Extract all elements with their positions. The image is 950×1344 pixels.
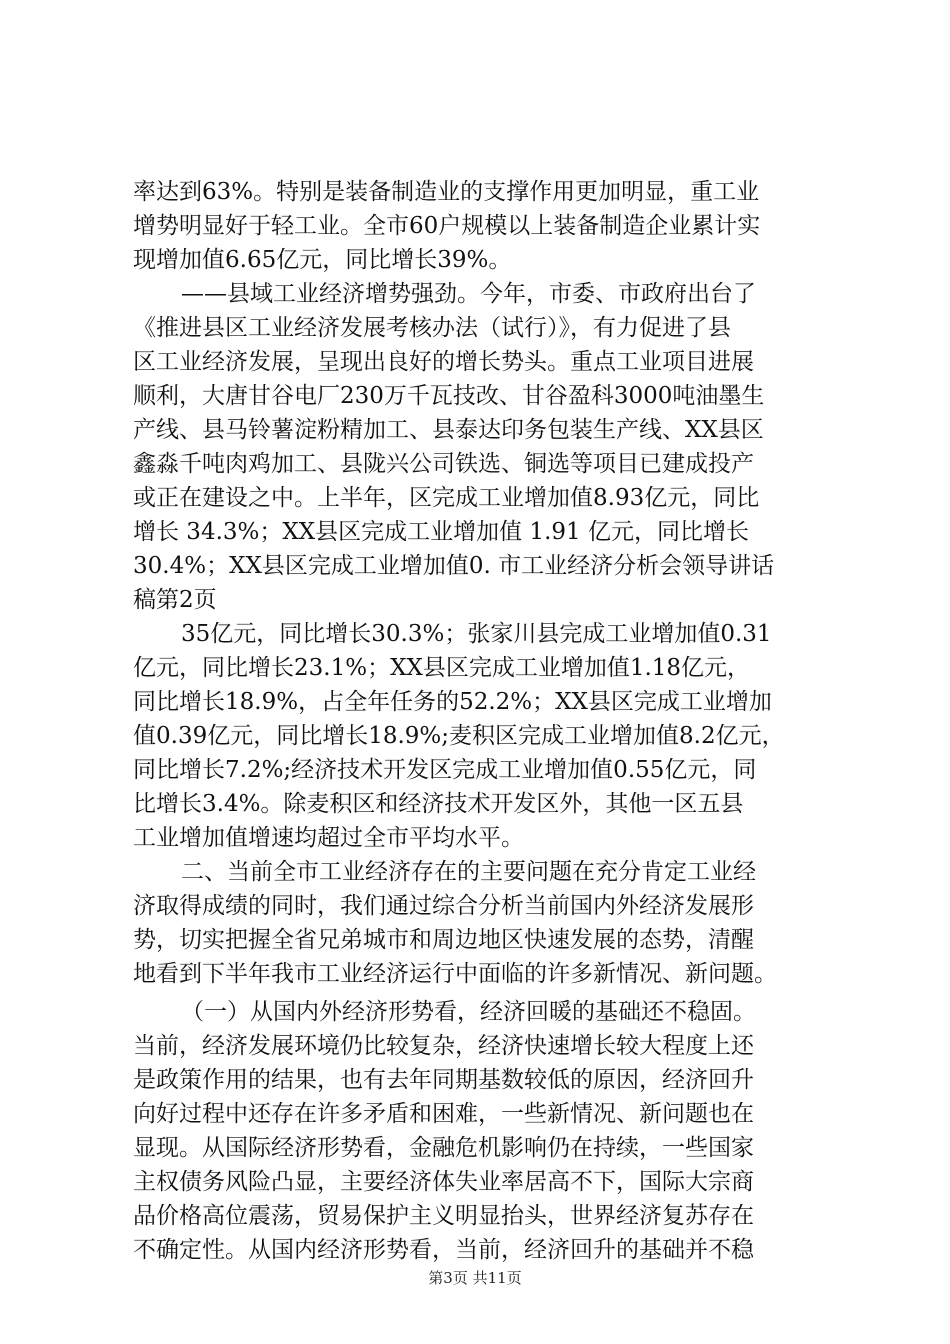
text-line: 是政策作用的结果，也有去年同期基数较低的原因，经济回升 (133, 1067, 754, 1093)
text-line: 值0.39亿元，同比增长18.9%;麦积区完成工业增加值8.2亿元， (133, 723, 785, 749)
text-line: 率达到63%。特别是装备制造业的支撑作用更加明显，重工业 (133, 179, 760, 205)
text-line: 顺利，大唐甘谷电厂230万千瓦技改、甘谷盈科3000吨油墨生 (133, 383, 765, 409)
text-line: 同比增长7.2%;经济技术开发区完成工业增加值0.55亿元，同 (133, 757, 757, 783)
text-line: ——县域工业经济增势强劲。今年，市委、市政府出台了 (181, 281, 756, 307)
text-line: 品价格高位震荡，贸易保护主义明显抬头，世界经济复苏存在 (133, 1203, 754, 1229)
text-line: 同比增长18.9%，占全年任务的52.2%；XX县区完成工业增加 (133, 689, 772, 715)
text-line: （一）从国内外经济形势看，经济回暖的基础还不稳固。 (181, 999, 756, 1025)
text-line: 增长 34.3%；XX县区完成工业增加值 1.91 亿元，同比增长 (133, 519, 749, 545)
text-line: 稿第2页 (133, 587, 217, 613)
text-line: 30.4%；XX县区完成工业增加值0. 市工业经济分析会领导讲话 (133, 553, 775, 579)
text-line: 济取得成绩的同时，我们通过综合分析当前国内外经济发展形 (133, 893, 754, 919)
text-line: 区工业经济发展，呈现出良好的增长势头。重点工业项目进展 (133, 349, 754, 375)
text-line: 地看到下半年我市工业经济运行中面临的许多新情况、新问题。 (133, 961, 777, 987)
text-line: 不确定性。从国内经济形势看，当前，经济回升的基础并不稳 (133, 1237, 754, 1263)
text-line: 鑫淼千吨肉鸡加工、县陇兴公司铁选、铜选等项目已建成投产 (133, 451, 754, 477)
text-line: 向好过程中还存在许多矛盾和困难，一些新情况、新问题也在 (133, 1101, 754, 1127)
text-line: 比增长3.4%。除麦积区和经济技术开发区外，其他一区五县 (133, 791, 744, 817)
text-line: 显现。从国际经济形势看，金融危机影响仍在持续，一些国家 (133, 1135, 754, 1161)
text-line: 现增加值6.65亿元，同比增长39%。 (133, 247, 512, 273)
text-line: 势，切实把握全省兄弟城市和周边地区快速发展的态势，清醒 (133, 927, 754, 953)
page-footer: 第3页 共11页 (428, 1269, 522, 1287)
text-line: 主权债务风险凸显，主要经济体失业率居高不下，国际大宗商 (133, 1169, 754, 1195)
text-line: 工业增加值增速均超过全市平均水平。 (133, 825, 524, 851)
text-line: 或正在建设之中。上半年，区完成工业增加值8.93亿元，同比 (133, 485, 760, 511)
text-line: 产线、县马铃薯淀粉精加工、县泰达印务包装生产线、XX县区 (133, 417, 764, 443)
text-line: 35亿元，同比增长30.3%；张家川县完成工业增加值0.31 (181, 621, 772, 647)
text-line: 亿元，同比增长23.1%；XX县区完成工业增加值1.18亿元， (133, 655, 751, 681)
text-line: 《推进县区工业经济发展考核办法（试行）》，有力促进了县 (133, 315, 731, 341)
text-line: 二、当前全市工业经济存在的主要问题在充分肯定工业经 (181, 859, 756, 885)
text-line: 增势明显好于轻工业。全市60户规模以上装备制造企业累计实 (133, 213, 761, 239)
text-line: 当前，经济发展环境仍比较复杂，经济快速增长较大程度上还 (133, 1033, 754, 1059)
